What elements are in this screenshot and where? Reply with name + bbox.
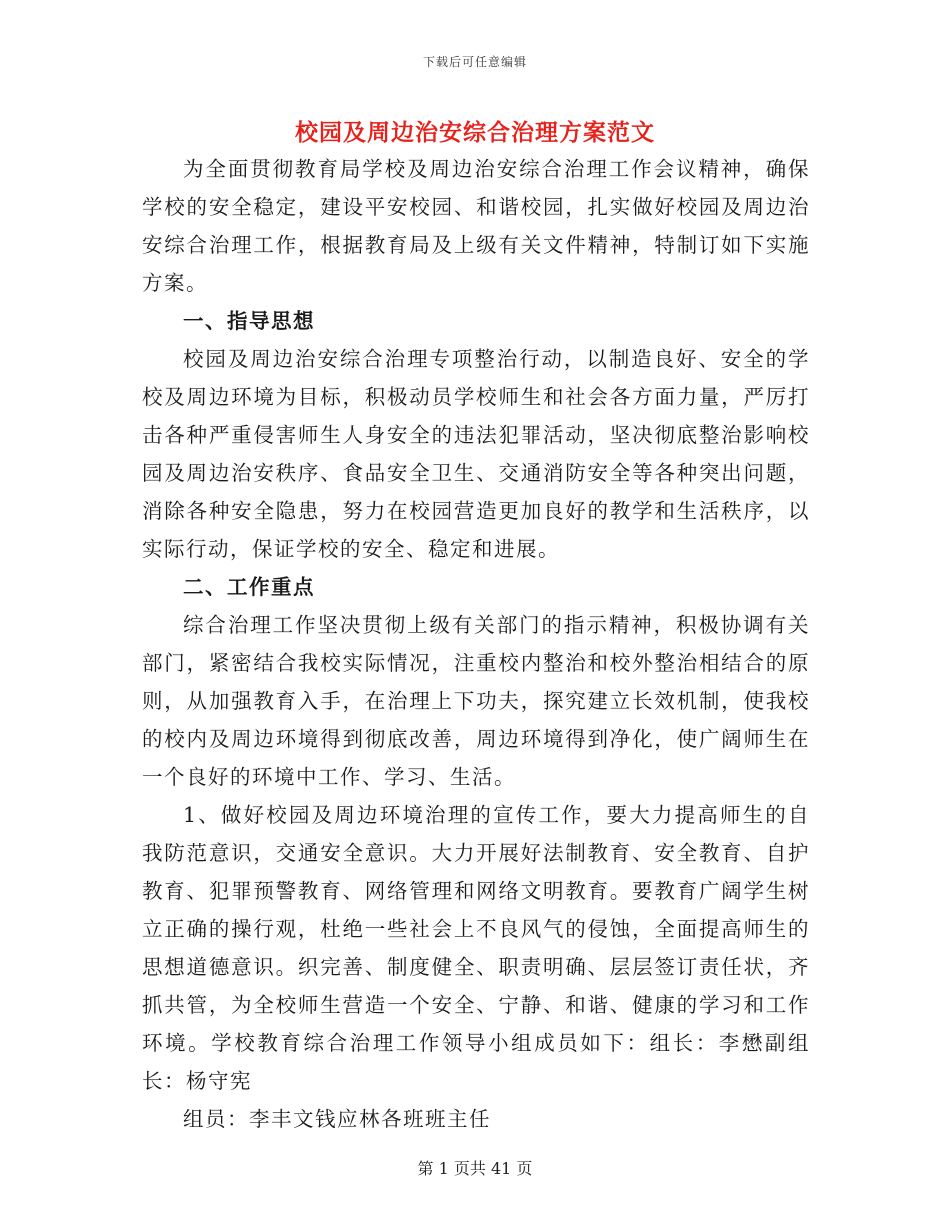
page-footer: 第 1 页共 41 页 [417, 1159, 533, 1178]
item-1-paragraph: 1、做好校园及周边环境治理的宣传工作，要大力提高师生的自我防范意识，交通安全意识。大力开展好法制教育、安全教育、自护教育、犯罪预警教育、网络管理和网络文明教育。要教育广阔学生树立正确的操行观，杜绝一些社会上不良风气的侵蚀，全面提高师生的思想道德意识。织完善、制度健全、职责明确、层层签订责任状，齐抓共管，为全校师生营造一个安全、宁静、和谐、健康的学习和工作环境。学校教育综合治理工作领导小组成员如下：组长：李懋副组长：杨守宪 [142, 803, 810, 1093]
section-heading-guiding-thought: 一、指导思想 [183, 309, 315, 333]
members-paragraph: 组员：李丰文钱应林各班班主任 [183, 1107, 491, 1131]
guiding-thought-paragraph: 校园及周边治安综合治理专项整治行动，以制造良好、安全的学校及周边环境为目标，积极动员学校师生和社会各方面力量，严厉打击各种严重侵害师生人身安全的违法犯罪活动，坚决彻底整治影响校园及周边治安秩序、食品安全卫生、交通消防安全等各种突出问题，消除各种安全隐患，努力在校园营造更加良好的教学和生活秩序，以实际行动，保证学校的安全、稳定和进展。 [142, 347, 810, 561]
work-focus-paragraph: 综合治理工作坚决贯彻上级有关部门的指示精神，积极协调有关部门，紧密结合我校实际情况，注重校内整治和校外整治相结合的原则，从加强教育入手，在治理上下功夫，探究建立长效机制，使我校的校内及周边环境得到彻底改善，周边环境得到净化，使广阔师生在一个良好的环境中工作、学习、生活。 [142, 613, 810, 789]
document-body [142, 150, 810, 1138]
document-title: 校园及周边治安综合治理方案范文 [295, 119, 655, 146]
section-heading-work-focus: 二、工作重点 [183, 575, 315, 599]
page-header: 下载后可任意编辑 [422, 55, 527, 69]
intro-paragraph: 为全面贯彻教育局学校及周边治安综合治理工作会议精神，确保学校的安全稳定，建设平安校园、和谐校园，扎实做好校园及周边治安综合治理工作，根据教育局及上级有关文件精神，特制订如下实施方案。 [142, 157, 810, 295]
